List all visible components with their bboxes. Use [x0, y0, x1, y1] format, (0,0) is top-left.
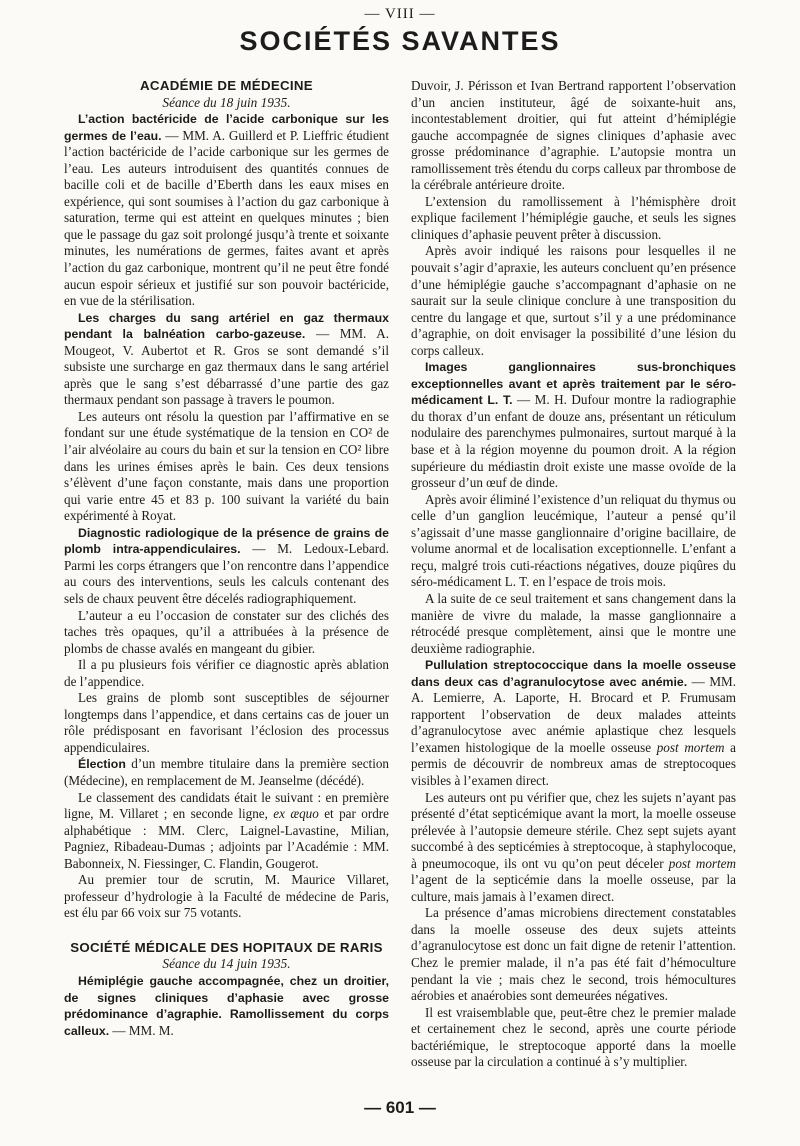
article-text: — MM. A. Guillerd et P. Lieffric étudient l’action bactéricide de l’acide carbonique sur les germes de l’eau. Les auteurs introduisent des quantités connues de bacille coli et de bacille d’Eberth dans les eaux mises en expérience, qui sont soumises à l’action du gaz carbonique à saturation, terme qui est atteint en quelques minutes ; bien que le passage du gaz soit prolongé jusqu’à trente et soixante minutes, les numérations de germes, faites avant et après l’action du gaz carbonique, montrent qu’il ne peut être fondé aucun espoir sérieux et justifié sur son pouvoir bactéricide, en vue de la stérilisation.	[64, 127, 389, 309]
section-heading-academie: ACADÉMIE DE MÉDECINE	[140, 78, 313, 93]
running-page-number: — VIII —	[364, 6, 436, 22]
article-paragraph	[64, 310, 389, 409]
article-text: — MM. A. Lemierre, A. Laporte, H. Brocard et P. Frumusam rapportent l’observation de deux malades atteints d’agranulocytose avec anémie aplastique chez lesquels l’examen histologique de la moelle osseuse	[411, 673, 736, 755]
article-text: — M. H. Dufour montre la radiographie du thorax d’un enfant de douze ans, présentant un réticulum nodulaire des parenchymes pulmonaires, surtout marqué à la base et à la région moyenne du poumon droit. A la région supérieure du médiastin droit existe une masse ovoïde de la grosseur d’un œuf de dinde.	[411, 392, 736, 491]
article-text: Le classement des candidats était le suivant : en première ligne, M. Villaret ; en seconde ligne,	[64, 789, 389, 822]
article-title: L’action bactéricide de l’acide carbonique sur les germes de l’eau.	[64, 112, 389, 143]
article-title: Diagnostic radiologique de la présence de grains de plomb intra-appendiculaires.	[64, 525, 389, 557]
article-text: Les auteurs ont pu vérifier que, chez les sujets n’ayant pas présenté d’état septicémique avant la mort, la moelle osseuse prélevée à l’autopsie demeure stérile. Chez sept sujets ayant succombé à des septicémies à streptocoque, à staphylocoque, à pneumocoque, ils ont vu qu’on peut déceler	[411, 789, 736, 871]
article-paragraph	[411, 657, 736, 789]
article-paragraph: L’extension du ramollissement à l’hémisphère droit explique facilement l’hémiplégie gauche, et seuls les signes cliniques d’aphasie peuvent prêter à discussion.	[411, 193, 736, 242]
article-italic: post mortem	[668, 855, 736, 871]
article-paragraph	[64, 756, 389, 789]
article-paragraph	[64, 973, 389, 1039]
article-title: Élection	[78, 757, 126, 772]
article-text: a permis de découvrir de nombreux amas de streptocoques visibles à l’examen direct.	[411, 739, 736, 788]
article-paragraph	[411, 790, 736, 906]
article-paragraph	[64, 111, 389, 310]
article-paragraph: Il est vraisemblable que, peut-être chez le premier malade et certainement chez le second, après une courte période bactériémique, le streptocoque apporté dans la moelle osseuse par la circulation a continué à s’y multiplier.	[411, 1004, 736, 1070]
article-paragraph: Les grains de plomb sont susceptibles de séjourner longtemps dans l’appendice, et dans certains cas de jouer un rôle prédisposant en favorisant l’éclosion des processus appendiculaires.	[64, 690, 389, 755]
article-text: l’agent de la septicémie dans la moelle osseuse, par la culture, mais jamais à l’examen direct.	[411, 872, 736, 904]
article-text: — M. Ledoux-Lebard. Parmi les corps étrangers que l’on rencontre dans l’appendice au cours des interventions, seuls les calculs contenant des sels de chaux peuvent être décelés radiographiquement.	[64, 541, 389, 606]
article-paragraph: Duvoir, J. Périsson et Ivan Bertrand rapportent l’observation d’un ancien instituteur, âgé de soixante-huit ans, incontestablement droitier, qui fut atteint d’hémiplégie gauche accompagnée de signes cliniques d’aphasie avec grosse prédominance d’agraphie. L’autopsie montra un ramollissement très étendu du corps calleux par thrombose de la cérébrale antérieure droite.	[411, 78, 736, 193]
article-title: Les charges du sang artériel en gaz thermaux pendant la balnéation carbo-gazeuse.	[64, 310, 389, 342]
left-column	[64, 78, 389, 1039]
section-spacer	[64, 922, 389, 940]
article-paragraph: Au premier tour de scrutin, M. Maurice Villaret, professeur d’hydrologie à la Faculté de médecine de Paris, est élu par 66 voix sur 75 votants.	[64, 872, 389, 921]
article-text: — MM. A. Mougeot, V. Aubertot et R. Gros se sont demandé s’il subsiste une surcharge en gaz thermaux dans le sang artériel après que le sang s’est débarrassé d’une partie des gaz thermaux pendant son passage à travers le poumon.	[64, 326, 390, 408]
article-paragraph: L’auteur a eu l’occasion de constater sur des clichés des taches très opaques, qu’il a attribuées à la présence de plombs de chasse avalés en mangeant du gibier.	[64, 607, 389, 656]
article-italic: ex æquo	[273, 806, 319, 822]
section-heading-smh: SOCIÉTÉ MÉDICALE DES HOPITAUX DE RARIS	[70, 939, 383, 955]
article-paragraph: Les auteurs ont résolu la question par l’affirmative en se fondant sur une étude systématique de la tension en CO² de l’air alvéolaire au cours du bain et sur la tension en CO² libre dans les urines émises après le bain. Ces deux tensions s’élèvent d’une façon constante, mais dans une proportion qui varie entre 45 et 83 p. 100 suivant la variété du bain expérimenté à Royat.	[64, 408, 389, 524]
page-title: SOCIÉTÉS SAVANTES	[239, 26, 561, 56]
article-paragraph	[411, 359, 736, 491]
article-paragraph: Après avoir éliminé l’existence d’un reliquat du thymus ou celle d’un ganglion leucémique, l’auteur a pensé qu’il s’agissait d’une masse ganglionnaire d’origine bacillaire, de volume anormal et de localisation exceptionnelle. L’enfant a reçu, malgré trois cuti-réactions négatives, douze piqûres du séro-médicament L. T. en l’espace de trois mois.	[411, 491, 736, 590]
page-number: — 601 —	[364, 1098, 436, 1117]
article-title: Images ganglionnaires sus-bronchiques exceptionnelles avant et après traitement par le séro-médicament L. T.	[411, 360, 736, 408]
right-column	[411, 78, 736, 1071]
article-text: — MM. M.	[109, 1022, 174, 1038]
article-paragraph: Il a pu plusieurs fois vérifier ce diagnostic après ablation de l’appendice.	[64, 657, 389, 689]
article-paragraph: La présence d’amas microbiens directement constatables dans la moelle osseuse des deux sujets atteints d’agranulocytose est donc un fait digne de retenir l’attention. Chez le premier malade, il n’a pas été fait d’hémoculture pendant la vie ; mais chez le second, trois hémocultures aérobies et anaérobies sont demeurées négatives.	[411, 905, 736, 1004]
article-paragraph	[64, 525, 389, 608]
article-paragraph: A la suite de ce seul traitement et sans changement dans la manière de vivre du malade, la masse ganglionnaire a rétrocédé presque complètement, ainsi que le montre une deuxième radiographie.	[411, 590, 736, 656]
seance-date: Séance du 14 juin 1935.	[162, 956, 291, 972]
article-italic: post mortem	[656, 739, 725, 755]
seance-date: Séance du 18 juin 1935.	[162, 94, 291, 110]
article-text: et par ordre alphabétique : MM. Clerc, Laignel-Lavastine, Milian, Pagniez, Ribadeau-Dumas ; adjoints par l’Académie : MM. Babonneix, N. Fiessinger, C. Flandin, Gougerot.	[64, 806, 389, 871]
article-title: Pullulation streptococcique dans la moelle osseuse dans deux cas d’agranulocytose avec anémie.	[411, 658, 736, 689]
article-title: Hémiplégie gauche accompagnée, chez un droitier, de signes cliniques d’aphasie avec grosse prédominance d’agraphie. Ramollissement du corps calleux.	[64, 973, 389, 1038]
article-paragraph	[64, 790, 389, 873]
article-paragraph: Après avoir indiqué les raisons pour lesquelles il ne pouvait s’agir d’apraxie, les auteurs concluent qu’en présence d’une hémiplégie gauche s’accompagnant d’aphasie on ne saurait sur la seule clinique conclure à une transposition du centre du langage et que, surtout s’il y a une prédominance d’agraphie, on doit envisager la possibilité d’une lésion du corps calleux.	[411, 243, 736, 358]
article-text: d’un membre titulaire dans la première section (Médecine), en remplacement de M. Jeanselme (décédé).	[64, 756, 389, 788]
